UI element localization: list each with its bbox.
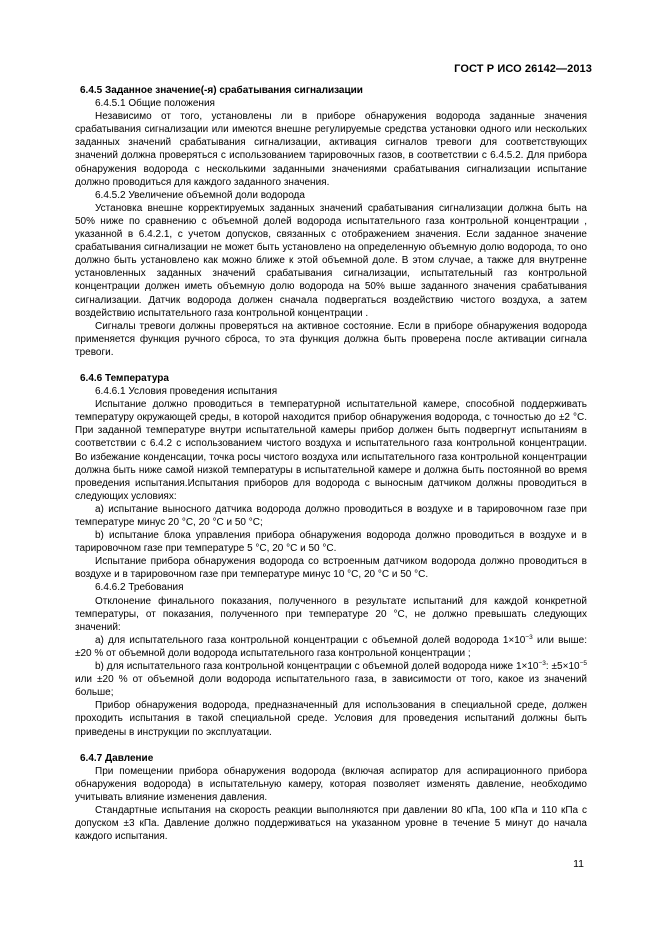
requirement-b-text-end: или ±20 % от объемной доли водорода испытательного газа, в зависимости от того, какое из значений больше; [75,674,587,699]
requirement-b-text-cont: : ±5×10 [545,661,580,673]
requirement-a [75,634,587,660]
section-spacer [75,359,587,372]
section-heading-6-4-6: 6.4.6 Температура [80,372,169,384]
section-spacer [75,739,587,752]
document-code-header: ГОСТ Р ИСО 26142—2013 [454,63,592,75]
paragraph: Прибор обнаружения водорода, предназначенный для использования в специальной среде, должен проходить испытания в такой специальной среде. Условия для проведения испытаний должны быть приведены в инструкции по эксплуатации. [75,700,587,738]
paragraph: Испытание должно проводиться в температурной испытательной камере, способной поддерживать температуру окружающей среды, в которой находится прибор обнаружения водорода, с точностью до ±2 °С. При заданной температуре внутри испытательной камеры прибор должен быть подвергнут испытаниям в соответствии с 6.4.2 с использованием чистого воздуха и испытательного газа контрольной концентрации. Во избежание конденсации, точка росы чистого воздуха или испытательного газа контрольной концентрации должна быть ниже самой низкой температуры в испытательной камере и должна быть постоянной во время проведения испытания.Испытания приборов для водорода с выносным датчиком должны проводиться в следующих условиях: [75,399,587,502]
exponent: −5 [579,660,587,668]
requirement-b [75,660,587,699]
subsection-title-6-4-5-1: 6.4.5.1 Общие положения [95,98,215,110]
exponent: −3 [525,633,533,641]
paragraph: Отклонение финального показания, полученного в результате испытаний для каждой конкретной температуры, от показания, полученного при температуре 20 °С, не должно превышать следующих значений: [75,595,587,633]
paragraph: Сигналы тревоги должны проверяться на активное состояние. Если в приборе обнаружения водорода применяется функция ручного сброса, то эта функция должна быть проверена после активации сигнала тревоги. [75,320,587,358]
paragraph: Установка внешне корректируемых заданных значений срабатывания сигнализации должна быть на 50% ниже по сравнению с объемной долей водорода испытательного газа контрольной концентрации , указанной в 6.4.2.1, с учетом допусков, связанных с отображением значения. Если заданное значение срабатывания сигнализации не может быть установлено на определенную объемную долю водорода, то оно должно быть установлено как можно ближе к этой объемной доле. В этом случае, а также для внутренне установленных заданных значений срабатывания сигнализации, испытательный газ контрольной концентрации должен иметь объемную долю водорода на 50% выше заданного значения срабатывания сигнализации. Датчик водорода должен сначала подвергаться воздействию чистого воздуха, а затем воздействию испытательного газа контрольной концентрации . [75,202,587,319]
paragraph: Испытание прибора обнаружения водорода со встроенным датчиком водорода должно проводиться в воздухе и в тарировочном газе при температуре минус 10 °С, 20 °С и 50 °С. [75,556,587,581]
requirement-a-text: а) для испытательного газа контрольной концентрации с объемной долей водорода 1×10 [95,634,526,646]
section-heading-6-4-5: 6.4.5 Заданное значение(-я) срабатывания сигнализации [80,85,363,96]
exponent: −3 [538,660,546,668]
list-item-b: b) испытание блока управления прибора обнаружения водорода должно проводиться в воздухе и в тарировочном газе при температуре 5 °С, 20 °С и 50 °С. [75,530,587,555]
subsection-title-6-4-5-2: 6.4.5.2 Увеличение объемной доли водорода [95,189,305,201]
paragraph: При помещении прибора обнаружения водорода (включая аспиратор для аспирационного прибора обнаружения водорода) в испытательную камеру, которая позволяет изменять давление, необходимо учитывать влияние изменения давления. [75,765,587,803]
subsection-title-6-4-6-1: 6.4.6.1 Условия проведения испытания [95,386,278,398]
section-heading-6-4-7: 6.4.7 Давление [80,752,154,764]
document-body [75,84,587,843]
requirement-a-text-cont: или выше: ±20 % от объемной доли водорода испытательного газа контрольной концентрации ; [75,634,587,659]
paragraph: Независимо от того, установлены ли в приборе обнаружения водорода заданные значения срабатывания сигнализации или имеются внешне регулируемые средства установки одного или нескольких заданных значений срабатывания сигнализации, активация сигналов тревоги для соответствующих значений должна проверяться с использованием тарировочных газов, в соответствии с 6.4.5.2. Для прибора обнаружения водорода с несколькими заданными значениями срабатывания сигнализации испытание должно проводиться для каждого заданного значения. [75,111,587,188]
requirement-b-text: b) для испытательного газа контрольной концентрации с объемной долей водорода ниже 1×10 [95,661,539,673]
list-item-a: а) испытание выносного датчика водорода должно проводиться в воздухе и в тарировочном газе при температуре минус 20 °С, 20 °С и 50 °С; [75,503,587,528]
subsection-title-6-4-6-2: 6.4.6.2 Требования [95,582,184,594]
page-number: 11 [573,858,584,870]
paragraph: Стандартные испытания на скорость реакции выполняются при давлении 80 кПа, 100 кПа и 110 кПа с допуском ±3 кПа. Давление должно поддерживаться на указанном уровне в течение 5 минут до начала каждого испытания. [75,804,587,843]
